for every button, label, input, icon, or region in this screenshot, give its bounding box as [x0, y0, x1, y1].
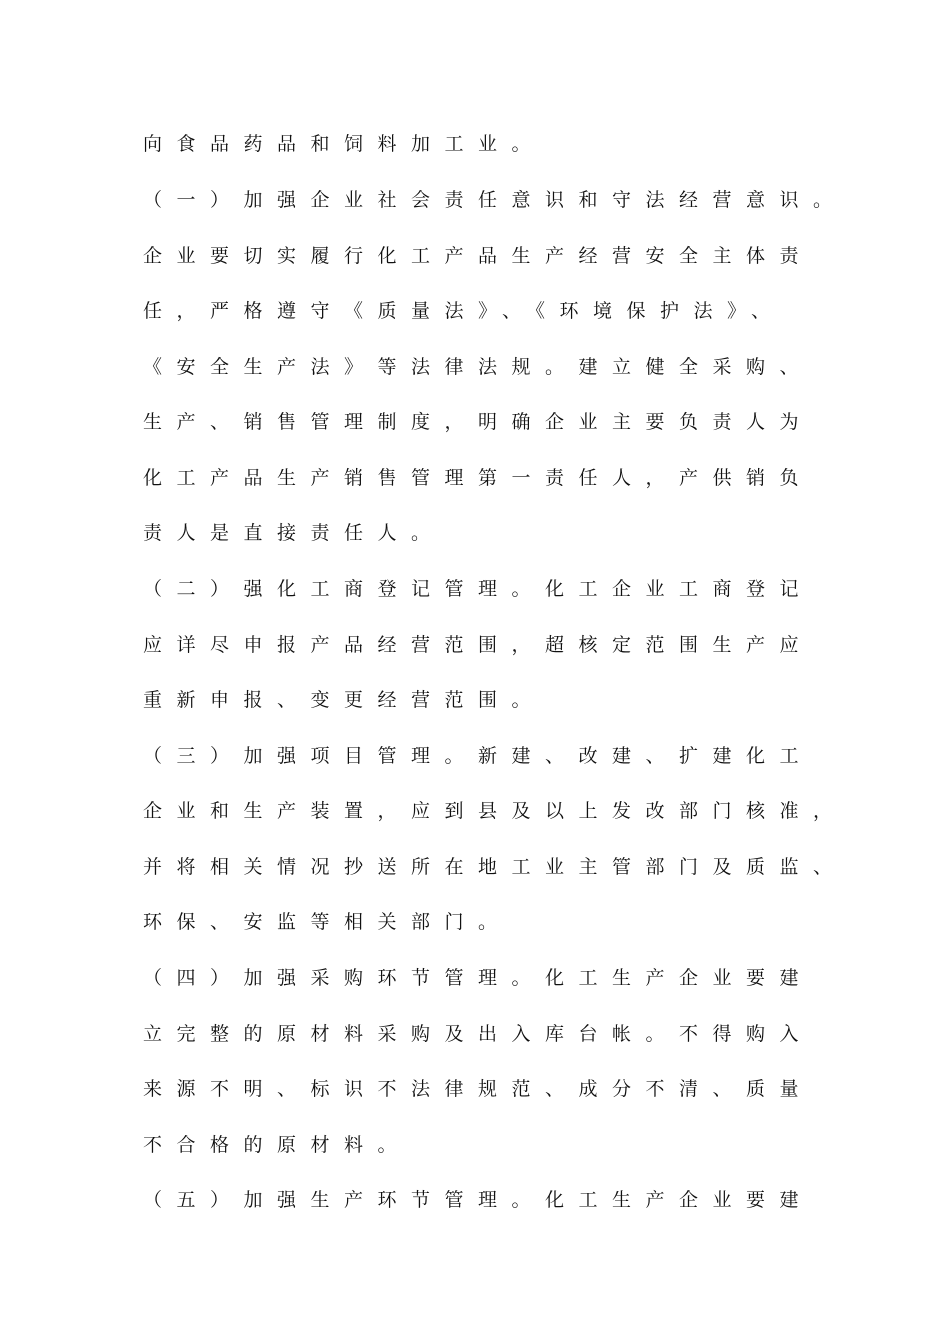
text-line: （一）加强企业社会责任意识和守法经营意识。: [143, 189, 847, 211]
text-line: 并将相关情况抄送所在地工业主管部门及质监、: [143, 856, 847, 878]
text-line: 来源不明、标识不法律规范、成分不清、质量: [143, 1078, 814, 1100]
text-line: 《安全生产法》等法律法规。建立健全采购、: [143, 356, 814, 378]
text-line: （三）加强项目管理。新建、改建、扩建化工: [143, 745, 814, 767]
text-line: 责人是直接责任人。: [143, 522, 445, 544]
text-line: 向食品药品和饲料加工业。: [143, 133, 546, 155]
text-line: 不合格的原材料。: [143, 1134, 412, 1156]
text-line: 化工产品生产销售管理第一责任人，产供销负: [143, 467, 814, 489]
text-line: 环保、安监等相关部门。: [143, 911, 512, 933]
text-line: （四）加强采购环节管理。化工生产企业要建: [143, 967, 814, 989]
text-line: 重新申报、变更经营范围。: [143, 689, 546, 711]
text-line: （五）加强生产环节管理。化工生产企业要建: [143, 1189, 814, 1211]
text-line: 企业和生产装置，应到县及以上发改部门核准，: [143, 800, 847, 822]
text-line: 应详尽申报产品经营范围，超核定范围生产应: [143, 634, 814, 656]
text-line: （二）强化工商登记管理。化工企业工商登记: [143, 578, 814, 600]
text-line: 立完整的原材料采购及出入库台帐。不得购入: [143, 1023, 814, 1045]
text-line: 企业要切实履行化工产品生产经营安全主体责: [143, 245, 814, 267]
text-line: 任，严格遵守《质量法》、《环境保护法》、: [143, 300, 785, 322]
text-line: 生产、销售管理制度，明确企业主要负责人为: [143, 411, 814, 433]
